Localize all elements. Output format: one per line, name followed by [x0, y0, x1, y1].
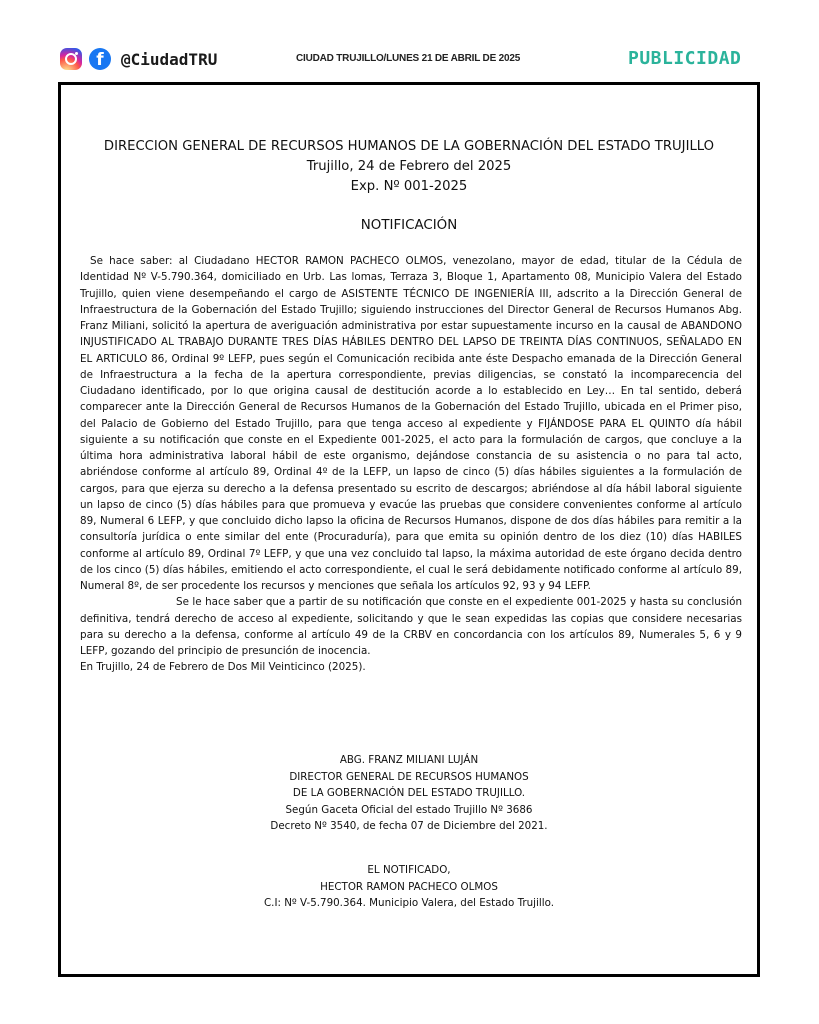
notified-name: HECTOR RAMON PACHECO OLMOS	[320, 880, 498, 893]
signer-role: DIRECTOR GENERAL DE RECURSOS HUMANOS	[289, 770, 529, 783]
notified-block	[61, 862, 757, 912]
issuing-organization: DIRECCION GENERAL DE RECURSOS HUMANOS DE LA GOBERNACIÓN DEL ESTADO TRUJILLO	[103, 139, 715, 154]
dateline: CIUDAD TRUJILLO/LUNES 21 DE ABRIL DE 2025	[296, 53, 521, 64]
signer-entity: DE LA GOBERNACIÓN DEL ESTADO TRUJILLO.	[292, 787, 526, 799]
notice-paragraph-2: Se le hace saber que a partir de su notificación que conste en el expediente 001-2025 y hasta su conclusión definitiva, tendrá derecho de acceso al expediente, solicitando y que le sean expedidas las copias que considere necesarias para su derecho a la defensa, conforme al artículo 49 de la CRBV en concordancia con los artículos 89, Numerales 5, 6 y 9 LEFP, gozando del principio de presunción de inocencia.	[80, 596, 742, 657]
facebook-icon[interactable]: f	[89, 48, 111, 70]
notice-title: NOTIFICACIÓN	[360, 218, 458, 233]
signature-block	[61, 752, 757, 835]
signer-name: ABG. FRANZ MILIANI LUJÁN	[339, 754, 479, 766]
notice-header	[61, 137, 757, 197]
notice-body	[80, 253, 742, 676]
social-handle: @CiudadTRU	[121, 50, 218, 69]
signer-gaceta: Según Gaceta Oficial del estado Trujillo Nº 3686	[285, 803, 533, 816]
notified-id: C.I: Nº V-5.790.364. Municipio Valera, del Estado Trujillo.	[263, 897, 554, 909]
section-label: PUBLICIDAD	[628, 48, 742, 69]
notice-paragraph-1: Se hace saber: al Ciudadano HECTOR RAMON PACHECO OLMOS, venezolano, mayor de edad, titular de la Cédula de Identidad Nº V-5.790.364, domiciliado en Urb. Las lomas, Terraza 3, Bloque 1, Apartamento 08, Municipio Valera del Estado Trujillo, quien viene desempeñando el cargo de ASISTENTE TÉCNICO DE INGENIERÍA III, adscrito a la Dirección General de Infraestructura de la Gobernación del Estado Trujillo; siguiendo instrucciones del Director General de Recursos Humanos Abg. Franz Miliani, solicitó la apertura de averiguación administrativa por estar supuestamente incurso en la causal de ABANDONO INJUSTIFICADO AL TRABAJO DURANTE TRES DÍAS HÁBILES DENTRO DEL LAPSO DE TREINTA DÍAS CONTINUOS, SEÑALADO EN EL ARTICULO 86, Ordinal 9º LEFP, pues según el Comunicación recibida ante éste Despacho emanada de la Dirección General de Infraestructura a la fecha de la apertura correspondiente, previas diligencias, se constató la incomparecencia del Ciudadano identificado, por lo que origina causal de destitución acorde a lo establecido en Ley… En tal sentido, deberá comparecer ante la Dirección General de Recursos Humanos de la Gobernación del Estado Trujillo, ubicada en el Primer piso, del Palacio de Gobierno del Estado Trujillo, para que tenga acceso al expediente y FIJÁNDOSE PARA EL QUINTO día hábil siguiente a su notificación que conste en el Expediente 001-2025, el acto para la formulación de cargos, que concluye a la última hora administrativa laboral hábil de este organismo, dejándose constancia de su asistencia o no para tal acto, abriéndose conforme al artículo 89, Ordinal 4º de la LEFP, un lapso de cinco (5) días hábiles siguientes a la formulación de cargos, para que ejerza su derecho a la defensa presentado su escrito de descargos; abriéndose al día hábil laboral siguiente un lapso de cinco (5) días hábiles para que promueva y evacúe las pruebas que considere convenientes conforme al artículo 89, Numeral 6 LEFP, y que concluido dicho lapso la oficina de Recursos Humanos, dispone de dos días hábiles para remitir a la consultoría jurídica o ente similar del ente (Procuraduría), para que emita su opinión dentro de los diez (10) días HABILES conforme al artículo 89, Ordinal 7º LEFP, y que una vez concluido tal lapso, la máxima autoridad de este órgano decida dentro de los cinco (5) días hábiles, emitiendo el acto correspondiente, el cual le será debidamente notificado conforme al artículo 89, Numeral 8º, de ser procedente los recursos y menciones que señala los artículos 92, 93 y 94 LEFP.	[80, 255, 742, 592]
page-header	[0, 0, 819, 80]
closing-line: En Trujillo, 24 de Febrero de Dos Mil Veinticinco (2025).	[80, 661, 366, 674]
instagram-icon[interactable]	[60, 48, 82, 70]
place-date: Trujillo, 24 de Febrero del 2025	[306, 159, 512, 174]
case-number: Exp. Nº 001-2025	[350, 179, 468, 194]
signer-decreto: Decreto Nº 3540, de fecha 07 de Diciembre del 2021.	[270, 820, 548, 832]
notice-box	[58, 82, 760, 977]
notified-label: EL NOTIFICADO,	[367, 864, 451, 876]
